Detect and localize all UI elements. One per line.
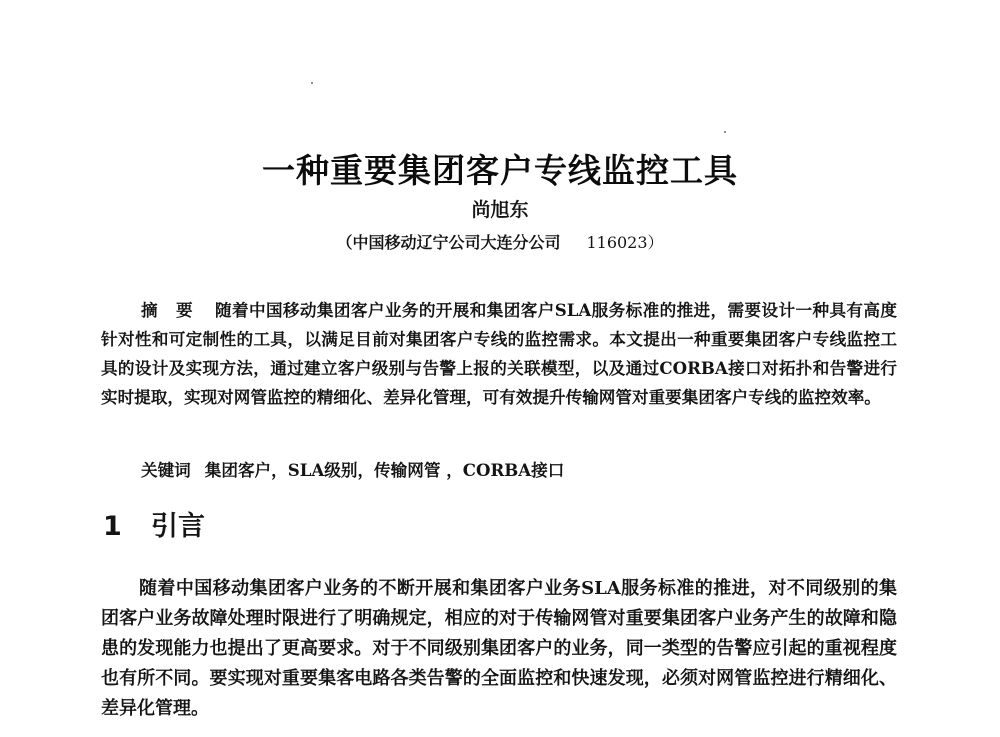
abstract — [101, 296, 897, 412]
affiliation-postcode: 116023） — [586, 233, 664, 252]
section-heading — [103, 507, 205, 547]
keywords-label: 关键词 — [141, 461, 191, 480]
abstract-label: 摘要 — [141, 301, 211, 320]
keywords-text: 集团客户，SLA级别，传输网管 ，CORBA接口 — [204, 460, 565, 480]
author-name: 尚旭东 — [471, 199, 529, 221]
section-title: 引言 — [151, 511, 205, 542]
affiliation-org: （中国移动辽宁公司大连分公司 — [336, 233, 561, 252]
scan-speck — [724, 131, 726, 133]
scan-speck — [311, 82, 313, 84]
keywords — [141, 456, 897, 485]
affiliation — [0, 230, 1000, 256]
section-number: 1 — [103, 511, 122, 542]
abstract-text: 随着中国移动集团客户业务的开展和集团客户SLA服务标准的推进，需要设计一种具有高度针对性和可定制性的工具，以满足目前对集团客户专线的监控需求。本文提出一种重要集团客户专线监控工具的设计及实现方法，通过建立客户级别与告警上报的关联模型，以及通过CORBA接口对拓扑和告警进行实时提取，实现对网管监控的精细化、差异化管理，可有效提升传输网管对重要集团客户专线的监控效率。 — [101, 300, 898, 407]
body-paragraph: 随着中国移动集团客户业务的不断开展和集团客户业务SLA服务标准的推进，对不同级别的集团客户业务故障处理时限进行了明确规定，相应的对于传输网管对重要集团客户业务产生的故障和隐患的发现能力也提出了更高要求。对于不同级别集团客户的业务，同一类型的告警应引起的重视程度也有所不同。要实现对重要集客电路各类告警的全面监控和快速发现，必须对网管监控进行精细化、差异化管理。 — [101, 578, 897, 719]
paper-title: 一种重要集团客户专线监控工具 — [262, 151, 738, 190]
